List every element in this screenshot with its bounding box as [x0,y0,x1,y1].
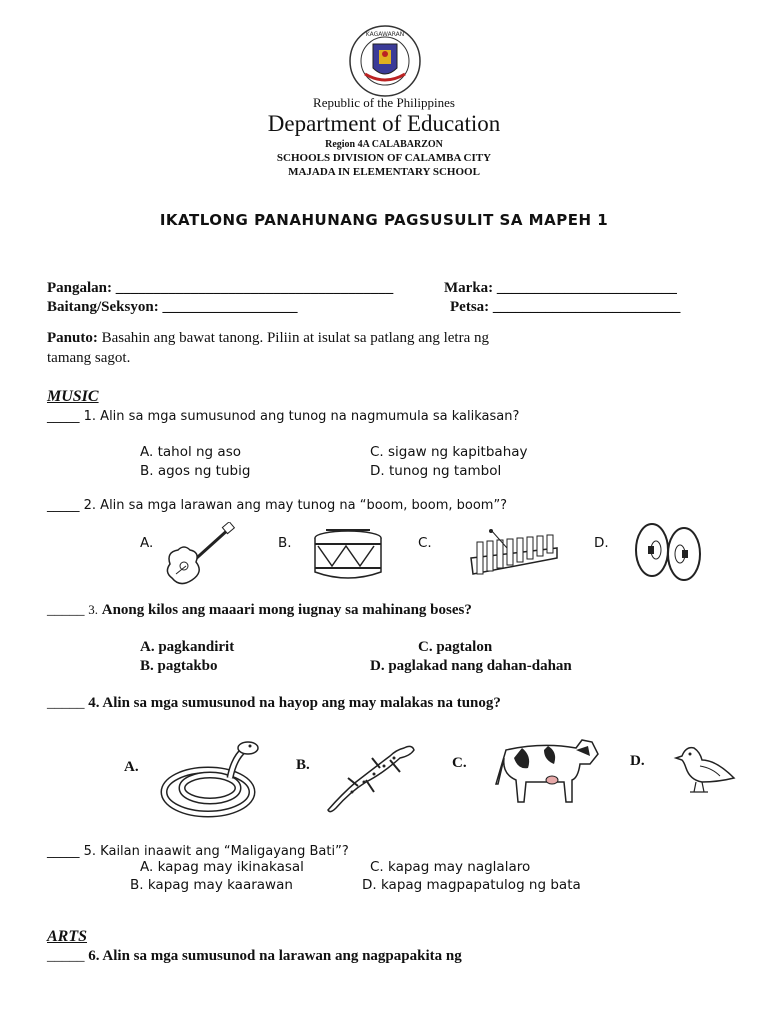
svg-text:KAGAWARAN: KAGAWARAN [365,31,405,38]
q5-option-c: C. kapag may naglalaro [370,859,531,875]
division-line: SCHOOLS DIVISION OF CALAMBA CITY [276,152,492,164]
instructions-line2: tamang sagot. [47,350,131,366]
question-5: _____ 5. Kailan inaawit ang “Maligayang Bati”? [47,844,349,859]
question-4: _____ 4. Alin sa mga sumusunod na hayop ang may malakas na tunog? [47,695,501,711]
q3-option-a: A. pagkandirit [140,639,235,655]
question-1: _____ 1. Alin sa mga sumusunod ang tunog na nagmumula sa kalikasan? [47,409,520,424]
guitar-icon [160,522,236,588]
music-heading: MUSIC [47,388,99,405]
q3-option-b: B. pagtakbo [140,658,218,674]
q5-option-a: A. kapag may ikinakasal [140,859,304,875]
q4-option-b: B. [296,757,310,773]
cymbals-icon [630,520,706,586]
q1-option-a: A. tahol ng aso [140,444,241,460]
q1-option-d: D. tunog ng tambol [370,463,502,479]
exam-title: IKATLONG PANAHUNANG PAGSUSULIT SA MAPEH 1 [159,211,609,229]
q5-option-b: B. kapag may kaarawan [130,877,293,893]
xylophone-icon [467,528,561,582]
q2-option-d: D. [594,535,609,551]
deped-seal [345,24,425,98]
q2-option-b: B. [278,535,292,551]
date-field: Petsa: _________________________ [450,299,681,315]
bird-icon [672,738,738,800]
q4-option-c: C. [452,755,467,771]
lizard-icon [322,738,418,818]
q1-option-c: C. sigaw ng kapitbahay [370,444,528,460]
region-line: Region 4A CALABARZON [325,139,443,150]
drum-icon [312,528,384,584]
department-title: Department of Education [267,111,501,136]
instructions-line1: Panuto: Basahin ang bawat tanong. Piliin at isulat sa patlang ang letra ng [47,330,490,346]
name-field: Pangalan: _____________________________________ [47,280,394,296]
cow-icon [492,730,604,810]
snake-icon [160,738,264,820]
question-6: _____ 6. Alin sa mga sumusunod na larawan ang nagpapakita ng [47,948,462,964]
score-field: Marka: ________________________ [444,280,677,296]
q4-option-d: D. [630,753,645,769]
grade-section-field: Baitang/Seksyon: __________________ [47,299,298,315]
q2-option-c: C. [418,535,432,551]
q3-option-c: C. pagtalon [418,639,493,655]
school-line: MAJADA IN ELEMENTARY SCHOOL [288,166,480,178]
question-2: _____ 2. Alin sa mga larawan ang may tunog na “boom, boom, boom”? [47,498,508,513]
q2-option-a: A. [140,535,154,551]
question-3: _____ 3. Anong kilos ang maaari mong iugnay sa mahinang boses? [47,602,472,618]
q5-option-d: D. kapag magpapatulog ng bata [362,877,581,893]
republic-line: Republic of the Philippines [313,95,455,110]
arts-heading: ARTS [47,928,88,945]
q1-option-b: B. agos ng tubig [140,463,251,479]
q3-option-d: D. paglakad nang dahan-dahan [370,658,572,674]
q4-option-a: A. [124,759,139,775]
